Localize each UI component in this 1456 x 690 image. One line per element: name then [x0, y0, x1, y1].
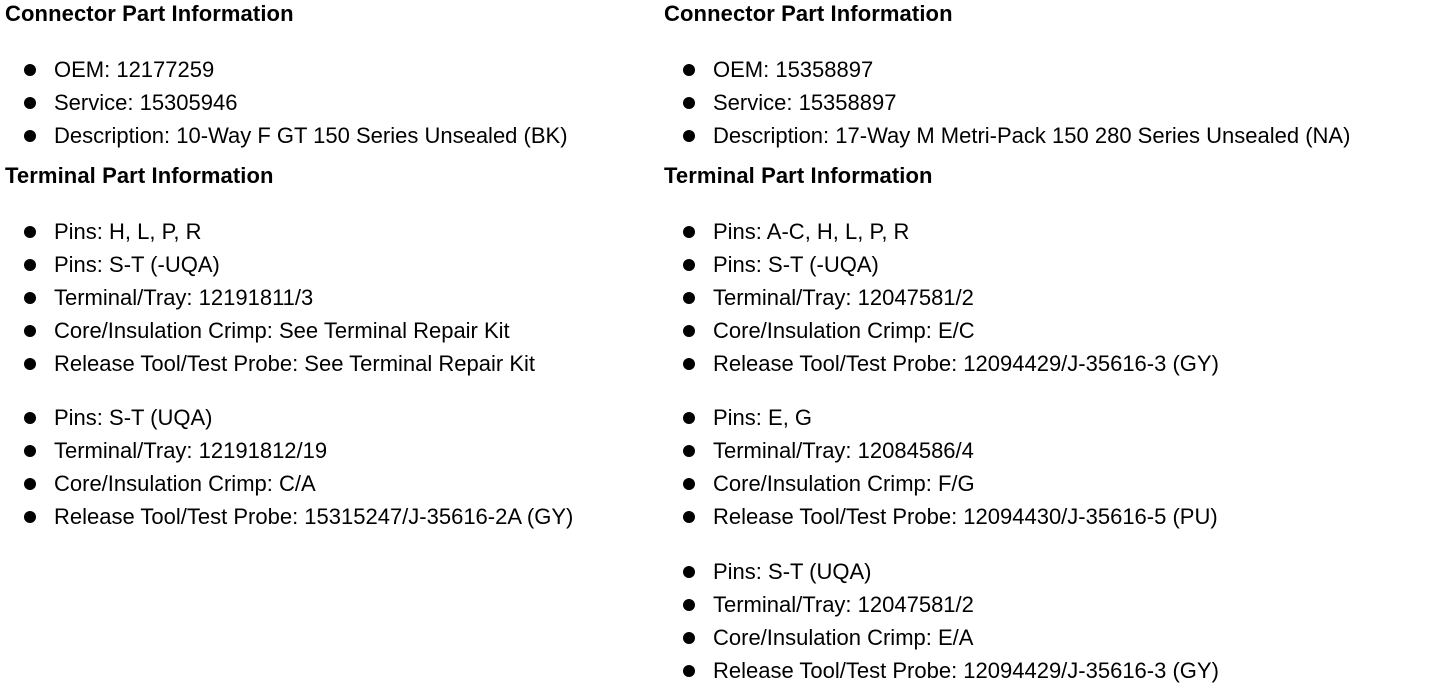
list-item: [5, 467, 573, 500]
terminal-group-list: [664, 555, 1219, 687]
bullet-icon: [24, 259, 36, 271]
list-item-text: Terminal/Tray: 12047581/2: [713, 592, 974, 617]
list-item: [5, 500, 573, 533]
list-item: [664, 215, 1219, 248]
list-item-text: OEM: 12177259: [54, 57, 215, 82]
list-item-text: Core/Insulation Crimp: F/G: [713, 471, 975, 496]
connector-description: [664, 119, 1350, 152]
list-item: [664, 401, 1218, 434]
list-item: [664, 621, 1219, 654]
connector-part-heading: Connector Part Information: [5, 1, 294, 26]
list-item-text: Pins: A-C, H, L, P, R: [713, 219, 910, 244]
list-item: [664, 314, 1219, 347]
connector-description: [5, 119, 568, 152]
bullet-icon: [683, 325, 695, 337]
list-item-text: Pins: S-T (-UQA): [713, 252, 879, 277]
bullet-icon: [683, 511, 695, 523]
list-item: [664, 555, 1219, 588]
list-item-text: Release Tool/Test Probe: 12094429/J-35616-3 (GY): [713, 351, 1219, 376]
list-item-text: Pins: S-T (UQA): [713, 559, 872, 584]
connector-part-list: [664, 53, 1350, 152]
bullet-icon: [683, 64, 695, 76]
list-item-text: Service: 15358897: [713, 90, 897, 115]
bullet-icon: [683, 632, 695, 644]
bullet-icon: [683, 130, 695, 142]
bullet-icon: [683, 665, 695, 677]
connector-oem: [5, 53, 568, 86]
connector-part-list: [5, 53, 568, 152]
terminal-group-list: [5, 401, 573, 533]
list-item: [664, 588, 1219, 621]
bullet-icon: [683, 358, 695, 370]
bullet-icon: [24, 292, 36, 304]
list-item: [5, 215, 535, 248]
terminal-part-heading: Terminal Part Information: [664, 163, 933, 188]
list-item: [664, 281, 1219, 314]
list-item-text: Release Tool/Test Probe: 15315247/J-35616-2A (GY): [54, 504, 574, 529]
list-item: [664, 347, 1219, 380]
bullet-icon: [683, 566, 695, 578]
list-item-text: Core/Insulation Crimp: E/C: [713, 318, 975, 343]
list-item-text: Pins: S-T (-UQA): [54, 252, 220, 277]
list-item-text: Terminal/Tray: 12084586/4: [713, 438, 974, 463]
list-item-text: Core/Insulation Crimp: E/A: [713, 625, 974, 650]
bullet-icon: [683, 599, 695, 611]
connector-service: [664, 86, 1350, 119]
list-item-text: Release Tool/Test Probe: 12094429/J-35616-3 (GY): [713, 658, 1219, 683]
bullet-icon: [24, 64, 36, 76]
list-item-text: Core/Insulation Crimp: See Terminal Repair Kit: [54, 318, 510, 343]
list-item-text: Terminal/Tray: 12191812/19: [54, 438, 328, 463]
list-item: [664, 500, 1218, 533]
bullet-icon: [24, 325, 36, 337]
bullet-icon: [683, 478, 695, 490]
bullet-icon: [24, 358, 36, 370]
list-item: [5, 401, 573, 434]
terminal-group-list: [664, 401, 1218, 533]
list-item-text: Core/Insulation Crimp: C/A: [54, 471, 316, 496]
bullet-icon: [683, 412, 695, 424]
bullet-icon: [24, 445, 36, 457]
bullet-icon: [24, 97, 36, 109]
bullet-icon: [24, 412, 36, 424]
list-item: [5, 434, 573, 467]
terminal-part-heading: Terminal Part Information: [5, 163, 274, 188]
list-item-text: Pins: S-T (UQA): [54, 405, 213, 430]
bullet-icon: [683, 226, 695, 238]
list-item: [5, 347, 535, 380]
list-item-text: Release Tool/Test Probe: 12094430/J-35616-5 (PU): [713, 504, 1218, 529]
bullet-icon: [683, 445, 695, 457]
connector-oem: [664, 53, 1350, 86]
connector-service: [5, 86, 568, 119]
bullet-icon: [24, 478, 36, 490]
list-item: [664, 248, 1219, 281]
list-item: [664, 434, 1218, 467]
list-item-text: Pins: E, G: [713, 405, 813, 430]
bullet-icon: [683, 259, 695, 271]
list-item-text: OEM: 15358897: [713, 57, 874, 82]
list-item-text: Terminal/Tray: 12191811/3: [54, 285, 314, 310]
list-item-text: Description: 17-Way M Metri-Pack 150 280 Series Unsealed (NA): [713, 123, 1351, 148]
bullet-icon: [683, 292, 695, 304]
list-item-text: Description: 10-Way F GT 150 Series Unsealed (BK): [54, 123, 568, 148]
list-item: [5, 314, 535, 347]
list-item: [5, 248, 535, 281]
connector-part-heading: Connector Part Information: [664, 1, 953, 26]
list-item: [664, 467, 1218, 500]
bullet-icon: [24, 226, 36, 238]
list-item-text: Service: 15305946: [54, 90, 238, 115]
bullet-icon: [24, 130, 36, 142]
terminal-group-list: [5, 215, 535, 380]
bullet-icon: [24, 511, 36, 523]
list-item-text: Release Tool/Test Probe: See Terminal Repair Kit: [54, 351, 535, 376]
list-item: [5, 281, 535, 314]
list-item-text: Terminal/Tray: 12047581/2: [713, 285, 974, 310]
bullet-icon: [683, 97, 695, 109]
list-item: [664, 654, 1219, 687]
list-item-text: Pins: H, L, P, R: [54, 219, 202, 244]
terminal-group-list: [664, 215, 1219, 380]
